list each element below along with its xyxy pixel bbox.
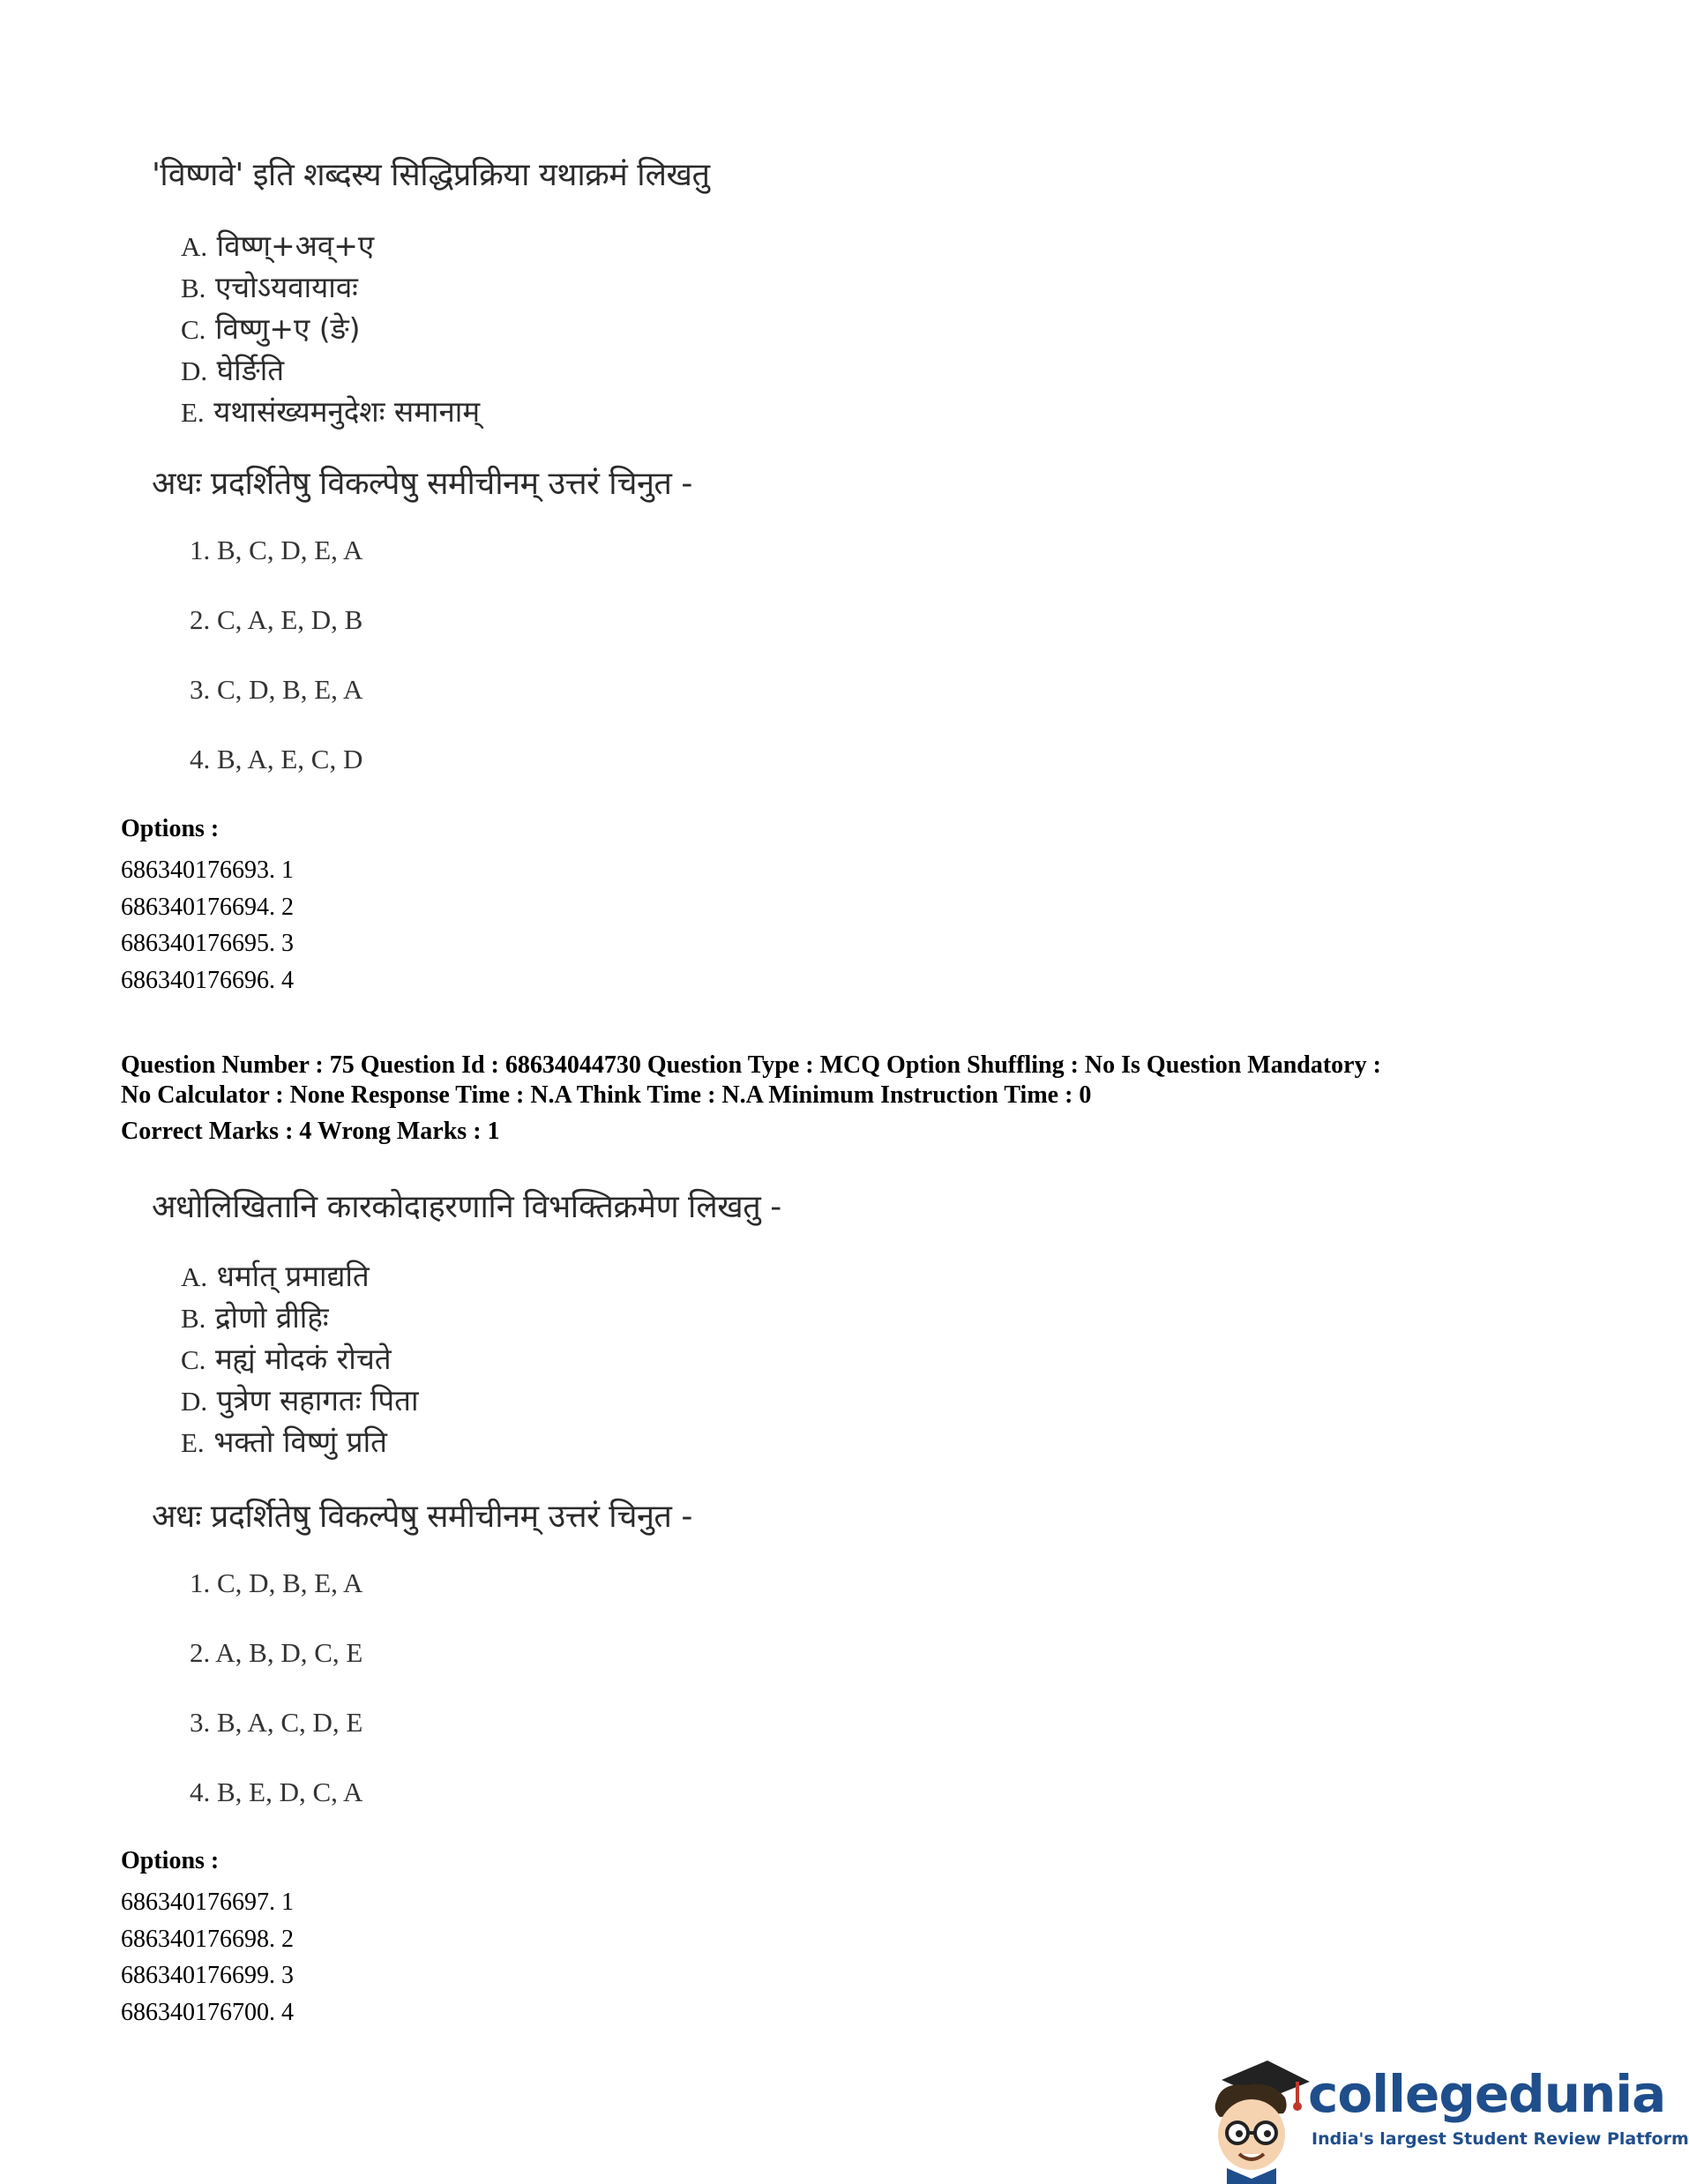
- question-1-stem: 'विष्णवे' इति शब्दस्य सिद्धिप्रक्रिया यथाक्रमं लिखतु: [152, 157, 710, 193]
- logo-tagline: India's largest Student Review Platform: [1312, 2129, 1689, 2149]
- question-1-prompt: अधः प्रदर्शितेषु विकल्पेषु समीचीनम् उत्तरं चिनुत -: [152, 466, 692, 502]
- list-item: A. धर्मात् प्रमाद्यति: [181, 1259, 370, 1293]
- list-item: C. विष्णु+ए (ङे): [181, 311, 361, 346]
- question-2-items: [181, 1256, 419, 1463]
- choice-item: 3. B, A, C, D, E: [190, 1707, 363, 1738]
- list-item: B. द्रोणो व्रीहिः: [181, 1300, 329, 1335]
- choice-item: 1. B, C, D, E, A: [190, 535, 363, 565]
- list-item: E. यथासंख्यमनुदेशः समानाम्: [181, 394, 481, 429]
- list-item: E. भक्तो विष्णुं प्रति: [181, 1425, 387, 1459]
- option-item: 686340176699. 3: [121, 1962, 294, 1989]
- question-2-marks: Correct Marks : 4 Wrong Marks : 1: [121, 1118, 500, 1145]
- choice-item: 4. B, E, D, C, A: [190, 1776, 363, 1807]
- question-1-choices: [190, 535, 362, 813]
- option-item: 686340176697. 1: [121, 1889, 294, 1916]
- list-item: C. मह्यं मोदकं रोचते: [181, 1342, 392, 1376]
- question-2-meta-line-1: Question Number : 75 Question Id : 68634044730 Question Type : MCQ Option Shuffling : No Is Question Mandatory :: [121, 1051, 1381, 1079]
- choice-item: 1. C, D, B, E, A: [190, 1567, 363, 1598]
- option-item: 686340176698. 2: [121, 1925, 294, 1953]
- list-item: D. पुत्रेण सहागतः पिता: [181, 1383, 419, 1417]
- choice-item: 2. C, A, E, D, B: [190, 604, 363, 635]
- list-item: A. विष्ण्+अव्+ए: [181, 228, 375, 263]
- option-item: 686340176693. 1: [121, 856, 294, 884]
- choice-item: 2. A, B, D, C, E: [190, 1637, 363, 1668]
- question-1-items: [181, 226, 480, 433]
- question-2-options: [121, 1884, 294, 2031]
- option-item: 686340176694. 2: [121, 893, 294, 921]
- question-2-choices: [190, 1567, 362, 1846]
- question-2-stem: अधोलिखितानि कारकोदाहरणानि विभक्तिक्रमेण लिखतु -: [152, 1189, 781, 1225]
- question-2-prompt: अधः प्रदर्शितेषु विकल्पेषु समीचीनम् उत्तरं चिनुत -: [152, 1499, 692, 1535]
- question-1-options: [121, 852, 294, 999]
- question-2-options-heading: Options :: [121, 1847, 220, 1874]
- list-item: B. एचोऽयवायावः: [181, 270, 358, 304]
- list-item: D. घेर्ङिति: [181, 353, 285, 387]
- option-item: 686340176700. 4: [121, 1998, 294, 2026]
- choice-item: 4. B, A, E, C, D: [190, 744, 363, 774]
- question-2-meta-line-2: No Calculator : None Response Time : N.A Think Time : N.A Minimum Instruction Time : 0: [121, 1081, 1092, 1109]
- collegedunia-logo: [1204, 2055, 1689, 2184]
- option-item: 686340176696. 4: [121, 966, 294, 994]
- option-item: 686340176695. 3: [121, 930, 294, 957]
- choice-item: 3. C, D, B, E, A: [190, 674, 363, 705]
- logo-wordmark: collegedunia: [1308, 2064, 1666, 2124]
- question-1-options-heading: Options :: [121, 815, 220, 842]
- student-mascot-icon: [1204, 2055, 1310, 2184]
